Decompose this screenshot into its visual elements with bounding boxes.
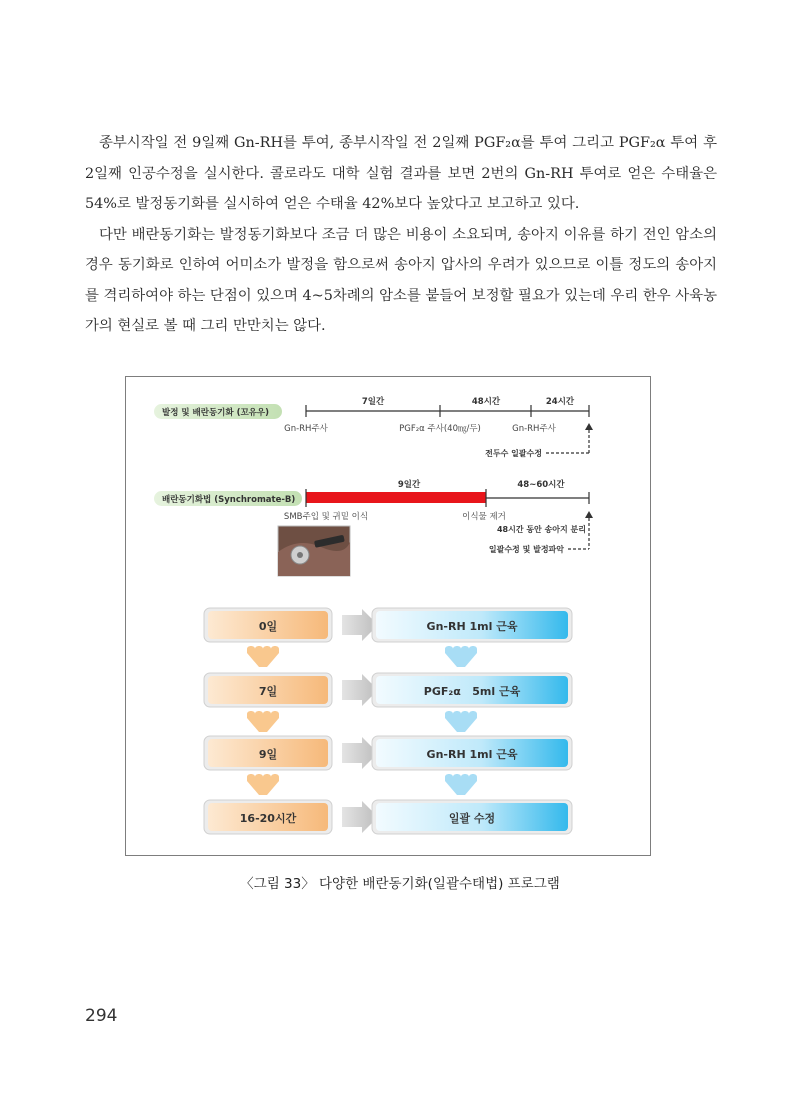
step-connector <box>247 646 477 667</box>
timeline2-end-note: 48시간 동안 송아지 분리 <box>496 525 586 534</box>
figure-caption: 〈그림 33〉 다양한 배란동기화(일괄수태법) 프로그램 <box>240 876 560 892</box>
hand-down-icon <box>247 711 279 732</box>
step-connector <box>247 711 477 732</box>
arrow-up-icon <box>585 423 593 430</box>
hand-down-icon <box>445 774 477 795</box>
timeline2-red-bar <box>306 492 486 503</box>
step-action-label: Gn-RH 1ml 근육 <box>426 748 518 761</box>
hand-down-icon <box>247 646 279 667</box>
step-day-label: 7일 <box>258 685 278 698</box>
step-0 <box>204 608 572 642</box>
timeline1-duration: 48시간 <box>471 397 501 407</box>
hand-down-icon <box>445 646 477 667</box>
timeline2-event: 이식물 제거 <box>462 512 506 522</box>
timeline1-duration: 7일간 <box>361 397 385 407</box>
figure-diagram <box>126 377 652 857</box>
step-day-label: 9일 <box>258 748 278 761</box>
body-text <box>85 128 717 342</box>
timeline1-event: Gn-RH주사 <box>284 424 328 434</box>
arrow-up-icon <box>585 511 593 518</box>
timeline2-duration: 48~60시간 <box>517 480 565 490</box>
step-action-label: 일괄 수정 <box>448 812 496 825</box>
hand-down-icon <box>247 774 279 795</box>
step-2 <box>204 736 572 770</box>
timeline2-end-note: 일괄수정 및 발정파악 <box>488 545 564 554</box>
timeline1-event: Gn-RH주사 <box>512 424 556 434</box>
implant-photo <box>278 526 350 576</box>
timeline1-duration: 24시간 <box>545 397 575 407</box>
hand-down-icon <box>445 711 477 732</box>
timeline1-end-note: 전두수 일괄수정 <box>485 449 542 458</box>
step-action-label: PGF₂α 5ml 근육 <box>423 685 521 698</box>
timeline1-event: PGF₂α 주사(40㎎/두) <box>399 424 481 434</box>
timeline2-label: 배란동기화법 (Synchromate-B) <box>162 495 296 505</box>
figure-ovulation-synchronization <box>125 376 651 856</box>
step-3 <box>204 800 572 834</box>
timeline2-duration: 9일간 <box>397 480 421 490</box>
step-1 <box>204 673 572 707</box>
paragraph: 종부시작일 전 9일째 Gn-RH를 투여, 종부시작일 전 2일째 PGF₂α를 투여 그리고 PGF₂α 투여 후 2일째 인공수정을 실시한다. 콜로라도 대학 실험 결과를 보면 2번의 Gn-RH 투여로 얻은 수태율은 54%로 발정동기화를 실시하여 얻은 수태율 42%보다 높았다고 보고하고 있다. <box>85 135 717 212</box>
step-day-label: 16-20시간 <box>239 812 297 825</box>
step-action-label: Gn-RH 1ml 근육 <box>426 620 518 633</box>
page-number: 294 <box>85 1006 118 1026</box>
timeline1-label: 발정 및 배란동기화 (꼬유우) <box>162 408 269 418</box>
timeline2-event: SMB주입 및 귀밑 이식 <box>283 512 369 522</box>
step-connector <box>247 774 477 795</box>
step-day-label: 0일 <box>258 620 278 633</box>
paragraph: 다만 배란동기화는 발정동기화보다 조금 더 많은 비용이 소요되며, 송아지 이유를 하기 전인 암소의 경우 동기화로 인하여 어미소가 발정을 함으로써 송아지 압사의 우려가 있으므로 이틀 정도의 송아지를 격리하여야 하는 단점이 있으며 4~5차례의 암소를 붙들어 보정할 필요가 있는데 우리 한우 사육농가의 현실로 볼 때 그리 만만치는 않다. <box>85 226 717 334</box>
